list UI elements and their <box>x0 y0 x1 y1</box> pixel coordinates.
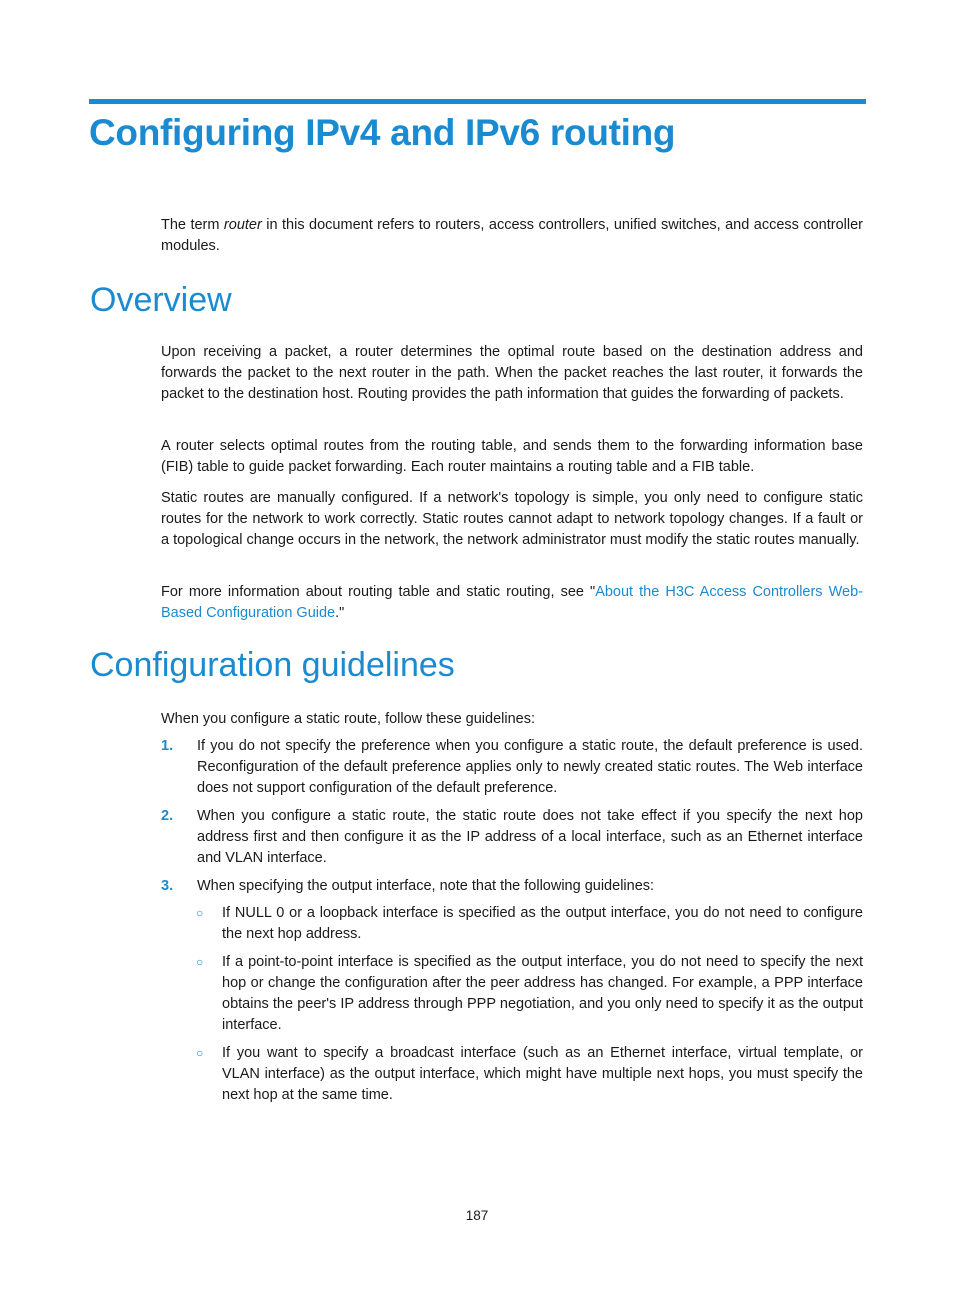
sub-item: If NULL 0 or a loopback interface is specified as the output interface, you do not need to configure the next hop address. <box>222 905 863 942</box>
sub-item: If you want to specify a broadcast interface (such as an Ethernet interface, virtual template, or VLAN interface) as the output interface, which might have multiple next hops, you must specify the next hop at the same time. <box>222 1045 863 1103</box>
guidelines-intro: When you configure a static route, follow these guidelines: <box>161 711 535 727</box>
overview-paragraph-3: Static routes are manually configured. If a network's topology is simple, you only need to configure static routes for the network to work correctly. Static routes cannot adapt to network topology changes. If a fault or a topological change occurs in the network, the network administrator must modify the static routes manually. <box>161 490 863 548</box>
step-text: When you configure a static route, the static route does not take effect if you specify the next hop address first and then configure it as the IP address of a local interface, such as an Ethernet interface and VLAN interface. <box>197 808 863 866</box>
page-number: 187 <box>465 1208 489 1223</box>
overview-heading: Overview <box>90 281 232 319</box>
intro-emphasis: router <box>223 217 262 233</box>
intro-text: The term <box>161 217 224 233</box>
chapter-intro <box>161 215 863 257</box>
step-number: 1. <box>161 738 174 754</box>
overview-paragraph-4 <box>161 582 863 624</box>
overview-paragraph-1: Upon receiving a packet, a router determines the optimal route based on the destination address and forwards the packet to the next router in the path. When the packet reaches the last router, it forwards the packet to the destination host. Routing provides the path information that guides the forwarding of packets. <box>161 344 863 402</box>
circle-bullet-icon: ○ <box>196 906 204 920</box>
intro-text-rest: in this document refers to routers, access controllers, unified switches, and access controller modules. <box>161 217 864 254</box>
chapter-title: Configuring IPv4 and IPv6 routing <box>89 112 676 153</box>
overview-paragraph-2: A router selects optimal routes from the routing table, and sends them to the forwarding information base (FIB) table to guide packet forwarding. Each router maintains a routing table and a FIB table. <box>161 438 863 475</box>
step-number: 2. <box>161 808 174 824</box>
circle-bullet-icon: ○ <box>196 1046 204 1060</box>
step-number: 3. <box>161 878 174 894</box>
p4-text-end: ." <box>335 605 345 621</box>
sub-item: If a point-to-point interface is specified as the output interface, you do not need to specify the next hop or change the configuration after the peer address has changed. For example, a PPP interface obtains the peer's IP address through PPP negotiation, and you only need to specify it as the output interface. <box>222 954 863 1033</box>
guide-link[interactable]: About the H3C Access Controllers Web-Based Configuration Guide <box>161 584 864 621</box>
step-text: When specifying the output interface, note that the following guidelines: <box>197 878 655 894</box>
p4-text: For more information about routing table and static routing, see " <box>161 584 596 600</box>
step-text: If you do not specify the preference when you configure a static route, the default preference is used. Reconfiguration of the default preference applies only to newly created static routes. The Web interface does not support configuration of the default preference. <box>197 738 863 796</box>
chapter-rule <box>89 99 866 104</box>
circle-bullet-icon: ○ <box>196 955 204 969</box>
guidelines-heading: Configuration guidelines <box>90 646 455 684</box>
